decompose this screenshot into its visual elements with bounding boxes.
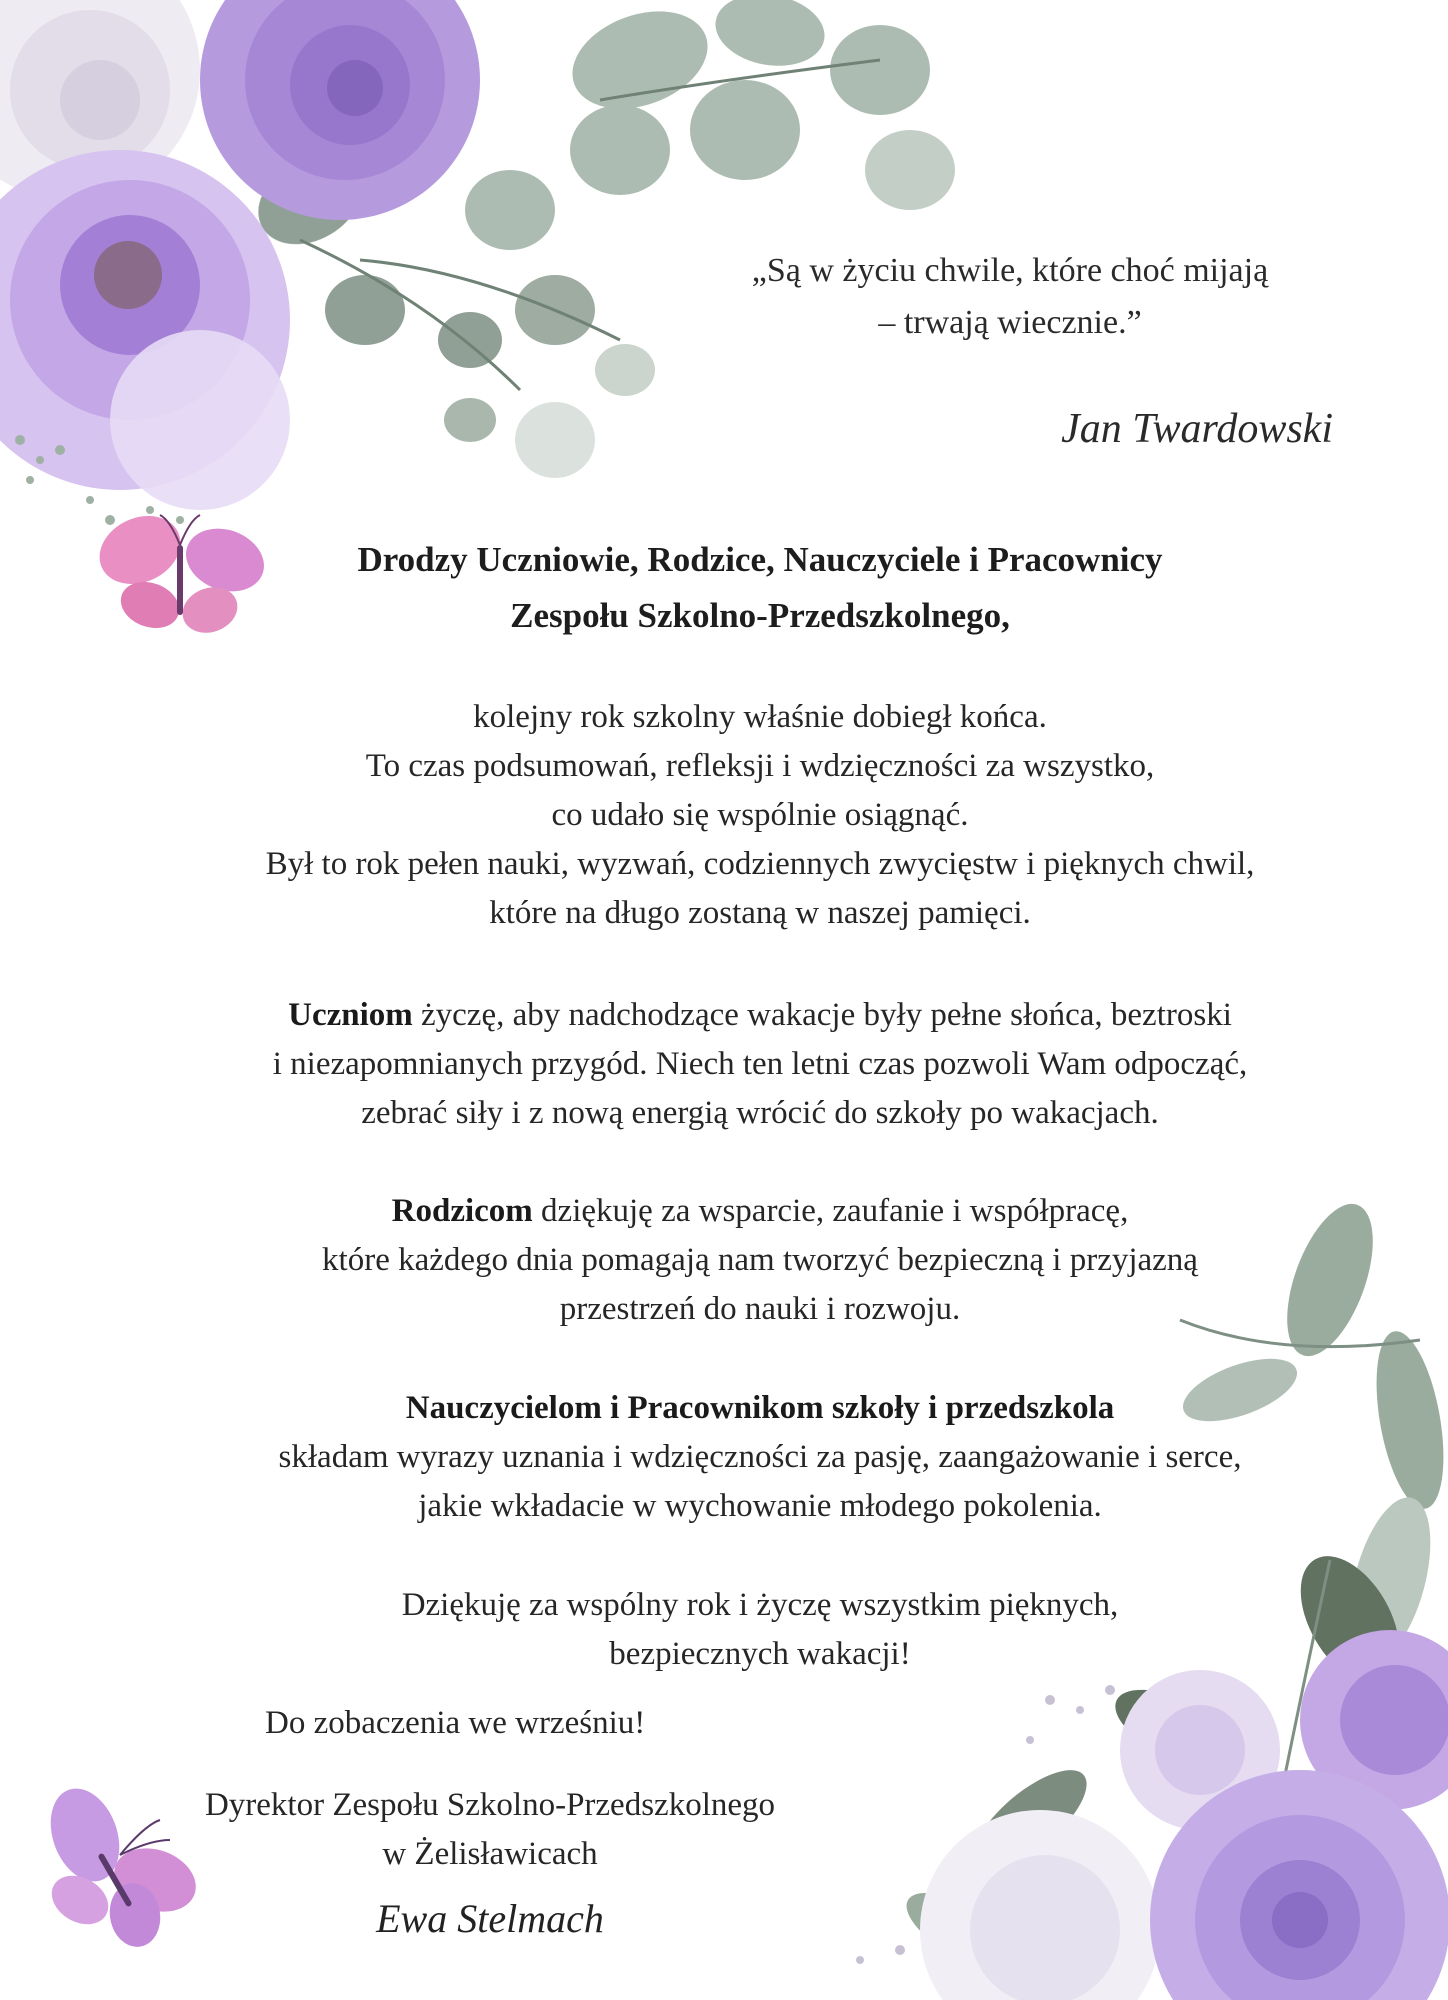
paragraph-line: które na długo zostaną w naszej pamięci. [489,895,1031,931]
paragraph-teachers [150,1384,1370,1531]
paragraph-text: dziękuję za wsparcie, zaufanie i współpracę, [532,1193,1129,1229]
paragraph-line: Dziękuję za wspólny rok i życzę wszystkim pięknych, [401,1587,1119,1623]
closing-line: Do zobaczenia we wrześniu! [265,1705,646,1741]
quote-author: Jan Twardowski [1061,406,1333,452]
paragraph-line: kolejny rok szkolny właśnie dobiegł końca. [473,699,1047,735]
signature-block [140,1781,840,1879]
paragraph-students [150,991,1370,1138]
paragraph-line [150,1187,1370,1236]
paragraph-thanks [150,1581,1370,1679]
paragraph-parents [150,1187,1370,1334]
signature-name: Ewa Stelmach [376,1896,604,1941]
quote-line-1: „Są w życiu chwile, które choć mijają [751,252,1269,289]
paragraph-line [150,1384,1370,1433]
paragraph-line: składam wyrazy uznania i wdzięczności za pasję, zaangażowanie i serce, [278,1439,1242,1475]
greeting-line-1: Drodzy Uczniowie, Rodzice, Nauczyciele i Pracownicy [357,540,1163,579]
bold-students: Uczniom [288,997,413,1033]
signature-title: Dyrektor Zespołu Szkolno-Przedszkolnego [204,1787,776,1823]
signature-place: w Żelisławicach [382,1836,598,1872]
paragraph-line: Był to rok pełen nauki, wyzwań, codziennych zwycięstw i pięknych chwil, [265,846,1255,882]
paragraph-line: i niezapomnianych przygód. Niech ten letni czas pozwoli Wam odpocząć, [272,1046,1248,1082]
paragraph-line [150,991,1370,1040]
paragraph-intro [150,693,1370,938]
greeting [170,532,1350,644]
quote-block [600,245,1420,349]
greeting-line-2: Zespołu Szkolno-Przedszkolnego, [510,596,1010,635]
paragraph-text: życzę, aby nadchodzące wakacje były pełne słońca, beztroski [412,997,1232,1033]
paragraph-line: bezpiecznych wakacji! [609,1636,911,1672]
paragraph-line: jakie wkładacie w wychowanie młodego pokolenia. [418,1488,1102,1524]
paragraph-line: To czas podsumowań, refleksji i wdzięczności za wszystko, [365,748,1155,784]
paragraph-line: zebrać siły i z nową energią wrócić do szkoły po wakacjach. [361,1095,1159,1131]
paragraph-line: co udało się wspólnie osiągnąć. [551,797,969,833]
bold-teachers: Nauczycielom i Pracownikom szkoły i przedszkola [405,1390,1115,1426]
paragraph-line: przestrzeń do nauki i rozwoju. [559,1291,961,1327]
bold-parents: Rodzicom [391,1193,533,1229]
paragraph-line: które każdego dnia pomagają nam tworzyć bezpieczną i przyjazną [322,1242,1198,1278]
quote-line-2: – trwają wiecznie.” [878,304,1142,341]
